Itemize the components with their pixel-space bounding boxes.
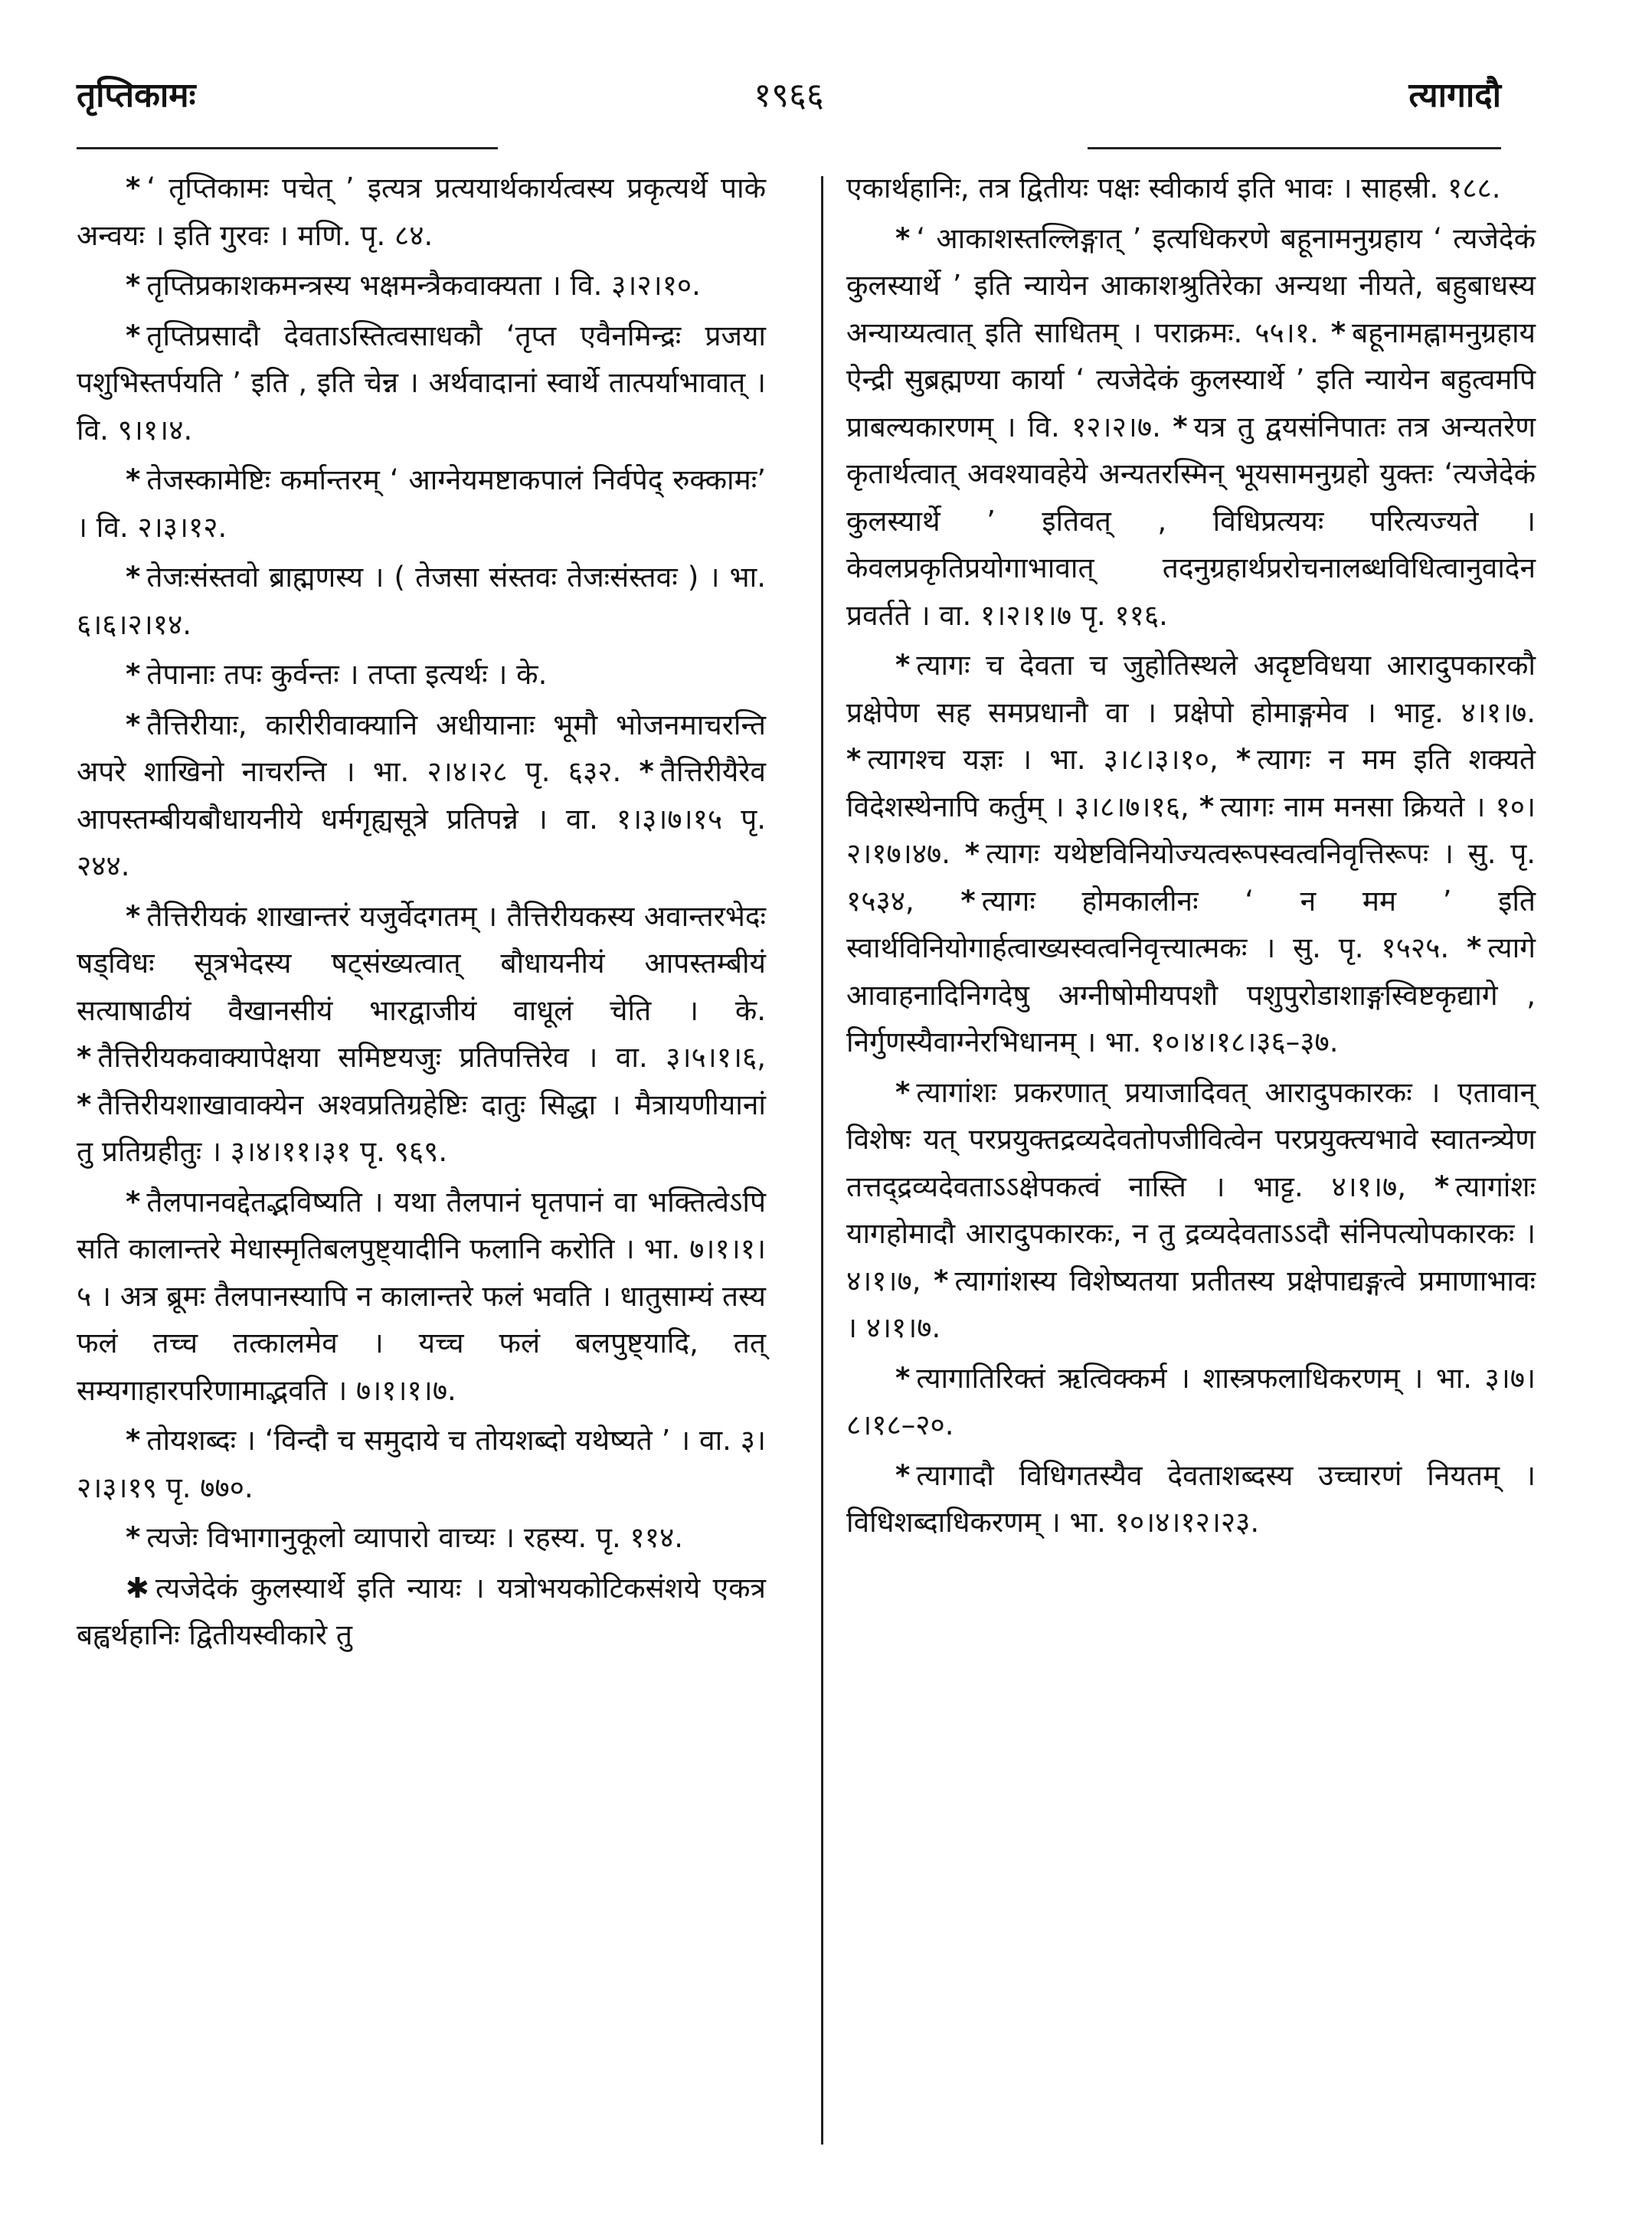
- entry-text: तृप्तिप्रकाशकमन्त्रस्य भक्षमन्त्रैकवाक्यता । वि. ३।२।१०.: [146, 269, 701, 302]
- entry-marker-icon: *: [77, 1088, 92, 1121]
- entry: [77, 1424, 766, 1504]
- entry-marker-icon: *: [126, 899, 141, 933]
- entry-paragraph: [846, 642, 1536, 1066]
- entry: [126, 658, 547, 691]
- entry: [846, 1362, 1536, 1442]
- entry-text: तैत्तिरीयाः, कारीरीवाक्यानि अधीयानाः भूमौ भोजनमाचरन्ति अपरे शाखिनो नाचरन्ति । भा. २।४।२८ पृ. ६३२.: [77, 708, 766, 788]
- entry-marker-icon: *: [895, 1361, 911, 1395]
- entry: [77, 463, 766, 544]
- entry-marker-icon: *: [1235, 743, 1251, 776]
- entry-paragraph: [77, 165, 766, 259]
- entry-marker-icon: *: [1199, 790, 1215, 823]
- entry-text: त्यागः यथेष्टविनियोज्यत्वरूपस्वत्वनिवृत्तिरूपः । सु. पृ. १५३४,: [846, 837, 1536, 918]
- header-left-guideword: तृप्तिकामः: [77, 76, 196, 115]
- entry-marker-icon: *: [126, 172, 141, 204]
- entry-text: त्यागांशः प्रकरणात् प्रयाजादिवत् आरादुपकारकः । एतावान् विशेषः यत् परप्रयुक्तद्रव्यदेवतोपजीवित्वेन परप्रयुक्त्यभावे स्वातन्त्र्येण तत्तद्द्रव्यदेवताऽऽक्षेपकत्वं नास्ति । भाट्ट. ४।१।७,: [846, 1075, 1536, 1203]
- entry-text: त्यागांशस्य विशेष्यतया प्रतीतस्य प्रक्षेपाद्यङ्गत्वे प्रमाणाभावः । ४।१।७.: [846, 1264, 1536, 1344]
- entry-marker-icon: ✱: [126, 1571, 150, 1605]
- entry-paragraph: [77, 651, 766, 698]
- entry-text: तृप्तिप्रसादौ देवताऽस्तित्वसाधकौ ‘तृप्त एवैनमिन्द्रः प्रजया पशुभिस्तर्पयति ’ इति , इति चेन्न । अर्थवादानां स्वार्थे तात्पर्याभावात् । वि. ९।१।४.: [77, 319, 766, 447]
- entry-marker-icon: *: [1173, 410, 1188, 443]
- entry: [77, 319, 766, 447]
- page-header: [77, 70, 1501, 124]
- entry: [77, 561, 766, 641]
- column-divider: [821, 176, 823, 2145]
- entry: [846, 1264, 1536, 1345]
- entry-text: तैत्तिरीयकं शाखान्तरं यजुर्वेदगतम् । तैत्तिरीयकस्य अवान्तरभेदः षड्विधः सूत्रभेदस्य षट्संख्यत्वात् बौधायनीयं आपस्तम्बीयं सत्याषाढीयं वैखानसीयं भारद्वाजीयं वाधूलं चेति । के.: [77, 899, 766, 1027]
- entry-text: तेजस्कामेष्टिः कर्मान्तरम् ‘ आग्नेयमष्टाकपालं निर्वपेद् रुक्कामः’ । वि. २।३।१२.: [77, 463, 766, 544]
- entry-marker-icon: *: [126, 1424, 141, 1457]
- entry-marker-icon: *: [960, 884, 976, 918]
- entry: [846, 649, 1536, 729]
- entry-paragraph: [846, 1452, 1536, 1546]
- entry-marker-icon: *: [895, 221, 911, 255]
- entry-marker-icon: *: [846, 743, 862, 776]
- entry-paragraph: [77, 702, 766, 890]
- entry: [77, 900, 766, 1027]
- entry-paragraph: [846, 1069, 1536, 1352]
- entry-text: तैत्तिरीयशाखावाक्येन अश्वप्रतिग्रहेष्टिः दातुः सिद्धा । मैत्रायणीयानां तु प्रतिग्रहीतुः । ३।४।११।३१ पृ. ९६९.: [77, 1088, 766, 1168]
- entry-text: ‘ आकाशस्तल्लिङ्गात् ’ इत्यधिकरणे बहूनामनुग्रहाय ‘ त्यजेदेकं कुलस्यार्थे ’ इति न्यायेन आकाशश्रुतिरेका अन्यथा नीयते, बहुबाधस्य अन्याय्यत्वात् इति साधितम् । पराक्रमः. ५५।१.: [846, 221, 1536, 349]
- entry-marker-icon: *: [1434, 1170, 1450, 1203]
- entry-marker-icon: *: [126, 708, 141, 741]
- entry-text: त्यागश्च यज्ञः । भा. ३।८।३।१०,: [867, 743, 1219, 776]
- entry-text: एकार्थहानिः, तत्र द्वितीयः पक्षः स्वीकार्य इति भावः । साहस्री. १८८.: [846, 172, 1501, 204]
- entry-text: तेजःसंस्तवो ब्राह्मणस्य । ( तेजसा संस्तवः तेजःसंस्तवः ) । भा. ६।६।२।१४.: [77, 561, 766, 641]
- header-right-guideword: त्यागादौ: [1408, 76, 1501, 115]
- entry-paragraph: [77, 554, 766, 648]
- entry-text: त्यागातिरिक्तं ऋत्विक्कर्म । शास्त्रफलाधिकरणम् । भा. ३।७।८।१८–२०.: [846, 1361, 1536, 1441]
- entry-text: त्यजेः विभागानुकूलो व्यापारो वाच्यः । रहस्य. पृ. ११४.: [146, 1521, 684, 1554]
- entry: [126, 269, 701, 302]
- entry: [126, 1521, 683, 1554]
- entry: [846, 885, 1536, 965]
- entry-marker-icon: *: [77, 1041, 92, 1074]
- entry-paragraph: [77, 1179, 766, 1415]
- entry-text: बहूनामह्नामनुग्रहाय ऐन्द्री सुब्रह्मण्या कार्या ‘ त्यजेदेकं कुलस्यार्थे ’ इति न्यायेन बहुत्वमपि प्राबल्यकारणम् । वि. १२।२।७.: [846, 316, 1536, 443]
- entry-marker-icon: *: [895, 1458, 911, 1492]
- entry-marker-icon: *: [1330, 316, 1346, 349]
- entry-text: तोयशब्दः । ‘विन्दौ च समुदाये च तोयशब्दो यथेष्यते ’ । वा. ३।२।३।१९ पृ. ७७०.: [77, 1424, 766, 1504]
- entry-paragraph: [77, 262, 766, 309]
- entry-paragraph: [846, 1355, 1536, 1449]
- header-rule-left: [77, 147, 498, 149]
- entry-marker-icon: *: [895, 649, 911, 682]
- entry-text: तैत्तिरीयैरेव आपस्तम्बीयबौधायनीये धर्मगृह्यसूत्रे प्रतिपन्ने । वा. १।३।७।१५ पृ. २४४.: [77, 755, 766, 882]
- entry-text: तैलपानवद्देतद्भविष्यति । यथा तैलपानं घृतपानं वा भक्तित्वेऽपि सति कालान्तरे मेधास्मृतिबलपुष्ट्यादीनि फलानि करोति । भा. ७।१।१।५ । अत्र ब्रूमः तैलपानस्यापि न कालान्तरे फलं भवति । धातुसाम्यं तस्य फलं तच्च तत्कालमेव । यच्च फलं बलपुष्ट्यादि, तत् सम्यगाहारपरिणामाद्भवति । ७।१।१।७.: [77, 1185, 766, 1407]
- entry-paragraph: [77, 456, 766, 551]
- entry-text: त्यागांशः यागहोमादौ आरादुपकारकः, न तु द्रव्यदेवताऽऽदौ संनिपत्योपकारकः । ४।१।७,: [846, 1170, 1536, 1297]
- entry-text: त्यागादौ विधिगतस्यैव देवताशब्दस्य उच्चारणं नियतम् । विधिशब्दाधिकरणम् । भा. १०।४।१२।२३.: [846, 1458, 1536, 1539]
- entry-paragraph: [77, 1514, 766, 1562]
- entry-marker-icon: *: [895, 1075, 911, 1109]
- entry-paragraph: [846, 215, 1536, 640]
- entry-marker-icon: *: [126, 319, 141, 352]
- entry-marker-icon: *: [1467, 931, 1482, 964]
- entry-marker-icon: *: [126, 463, 141, 496]
- entry-text: तेपानाः तपः कुर्वन्तः । तप्ता इत्यर्थः । के.: [146, 658, 548, 691]
- entry: [846, 172, 1501, 204]
- entry-marker-icon: *: [126, 1521, 141, 1554]
- entry-text: ‘ तृप्तिकामः पचेत् ’ इत्यत्र प्रत्ययार्थकार्यत्वस्य प्रकृत्यर्थे पाके अन्वयः । इति गुरवः । मणि. पृ. ८४.: [77, 172, 766, 252]
- entry-text: यत्र तु द्वयसंनिपातः तत्र अन्यतरेण कृतार्थत्वात् अवश्यावहेये अन्यतरस्मिन् भूयसामनुग्रहो युक्तः ‘त्यजेदेकं कुलस्यार्थे ’ इतिवत् , विधिप्रत्ययः परित्यज्यते । केवलप्रकृतिप्रयोगाभावात् तदनुग्रहार्थप्ररोचनालब्धविधित्वानुवादेन प्रवर्तते । वा. १।२।१।७ पृ. ११६.: [846, 410, 1536, 632]
- entry: [77, 1186, 766, 1407]
- entry-paragraph: [77, 1565, 766, 1659]
- header-rule-right: [1088, 147, 1501, 149]
- entry: [77, 1088, 766, 1169]
- left-column: [77, 165, 766, 1662]
- entry-paragraph: [77, 312, 766, 454]
- entry-paragraph: [77, 1417, 766, 1511]
- entry-paragraph: [77, 893, 766, 1176]
- entry-text: त्यागः नाम मनसा क्रियते । १०।२।१७।४७.: [846, 790, 1536, 870]
- entry-marker-icon: *: [639, 755, 654, 788]
- entry: [846, 1076, 1536, 1203]
- entry-marker-icon: *: [126, 658, 141, 691]
- entry-text: त्यजेदेकं कुलस्यार्थे इति न्यायः । यत्रोभयकोटिकसंशये एकत्र बह्वर्थहानिः द्वितीयस्वीकारे तु: [77, 1571, 766, 1651]
- entry-marker-icon: *: [126, 1185, 141, 1219]
- right-column: [846, 165, 1536, 1549]
- entry-marker-icon: *: [934, 1264, 949, 1297]
- entry: [77, 1041, 766, 1074]
- entry-marker-icon: *: [126, 561, 141, 594]
- entry-text: तैत्तिरीयकवाक्यापेक्षया समिष्टयजुः प्रतिपत्तिरेव । वा. ३।५।१।६,: [97, 1041, 766, 1074]
- entry-text: त्यागः न मम इति शक्यते विदेशस्थेनापि कर्तुम् । ३।८।७।१६,: [846, 743, 1536, 823]
- entry-paragraph: [846, 165, 1536, 212]
- entry-text: त्यागः च देवता च जुहोतिस्थले अदृष्टविधया आरादुपकारकौ प्रक्षेपेण सह समप्रधानौ वा । प्रक्षेपो होमाङ्गमेव । भाट्ट. ४।१।७.: [846, 649, 1536, 729]
- entry-text: त्यागे आवाहनादिनिगदेषु अग्नीषोमीयपशौ पशुपुरोडाशाङ्गस्विष्टकृद्यागे , निर्गुणस्यैवाग्नेरभिधानम् । भा. १०।४।१८।३६–३७.: [846, 931, 1536, 1058]
- entry: [846, 1459, 1536, 1539]
- entry-text: त्यागः होमकालीनः ‘ न मम ’ इति स्वार्थविनियोगार्हत्वाख्यस्वत्वनिवृत्त्यात्मकः । सु. पृ. १५२५.: [846, 884, 1536, 964]
- entry: [77, 1572, 766, 1652]
- page-number: १९६६: [754, 76, 824, 115]
- entry: [846, 743, 1219, 776]
- entry: [77, 172, 766, 252]
- entry-marker-icon: *: [964, 837, 980, 870]
- entry-marker-icon: *: [126, 269, 141, 302]
